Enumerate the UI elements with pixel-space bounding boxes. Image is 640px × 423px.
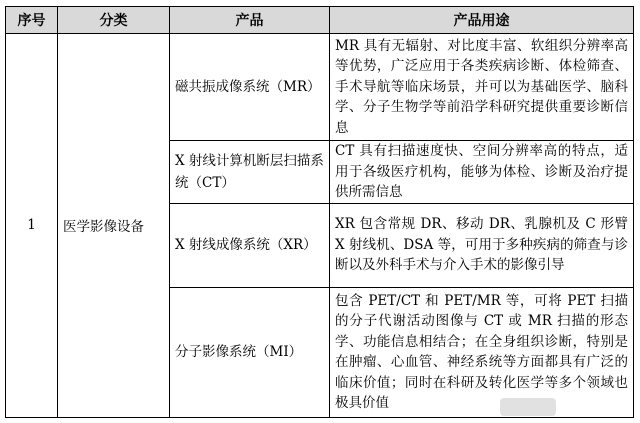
watermark-stamp [500,398,556,416]
usage-cell: XR 包含常规 DR、移动 DR、乳腺机及 C 形臂 X 射线机、DSA 等，可用于多种疾病的筛查与诊断以及外科手术与介入手术的影像引导 [330,203,634,287]
seq-cell: 1 [6,34,58,418]
table-row [6,34,634,141]
header-usage: 产品用途 [330,7,634,34]
usage-cell: MR 具有无辐射、对比度丰富、软组织分辨率高等优势，广泛应用于各类疾病诊断、体检筛查、手术导航等临床场景，并可以为基础医学、脑科学、分子生物学等前沿学科研究提供重要诊断信息 [330,34,634,141]
product-cell: X 射线计算机断层扫描系统（CT） [170,141,330,204]
product-cell: X 射线成像系统（XR） [170,203,330,287]
header-product: 产品 [170,7,330,34]
usage-cell: CT 具有扫描速度快、空间分辨率高的特点，适用于各级医疗机构，能够为体检、诊断及治疗提供所需信息 [330,141,634,204]
usage-cell: 包含 PET/CT 和 PET/MR 等，可将 PET 扫描的分子代谢活动图像与 CT 或 MR 扫描的形态学、功能信息相结合；在全身组织诊断，特别是在肿瘤、心血管、神经系统等方面都具有广泛的临床价值；同时在科研及转化医学等多个领域也极具价值 [330,287,634,417]
header-category: 分类 [58,7,170,34]
product-table [5,6,634,418]
header-seq: 序号 [6,7,58,34]
product-cell: 磁共振成像系统（MR） [170,34,330,141]
header-row [6,7,634,34]
product-cell: 分子影像系统（MI） [170,287,330,417]
category-cell: 医学影像设备 [58,34,170,418]
